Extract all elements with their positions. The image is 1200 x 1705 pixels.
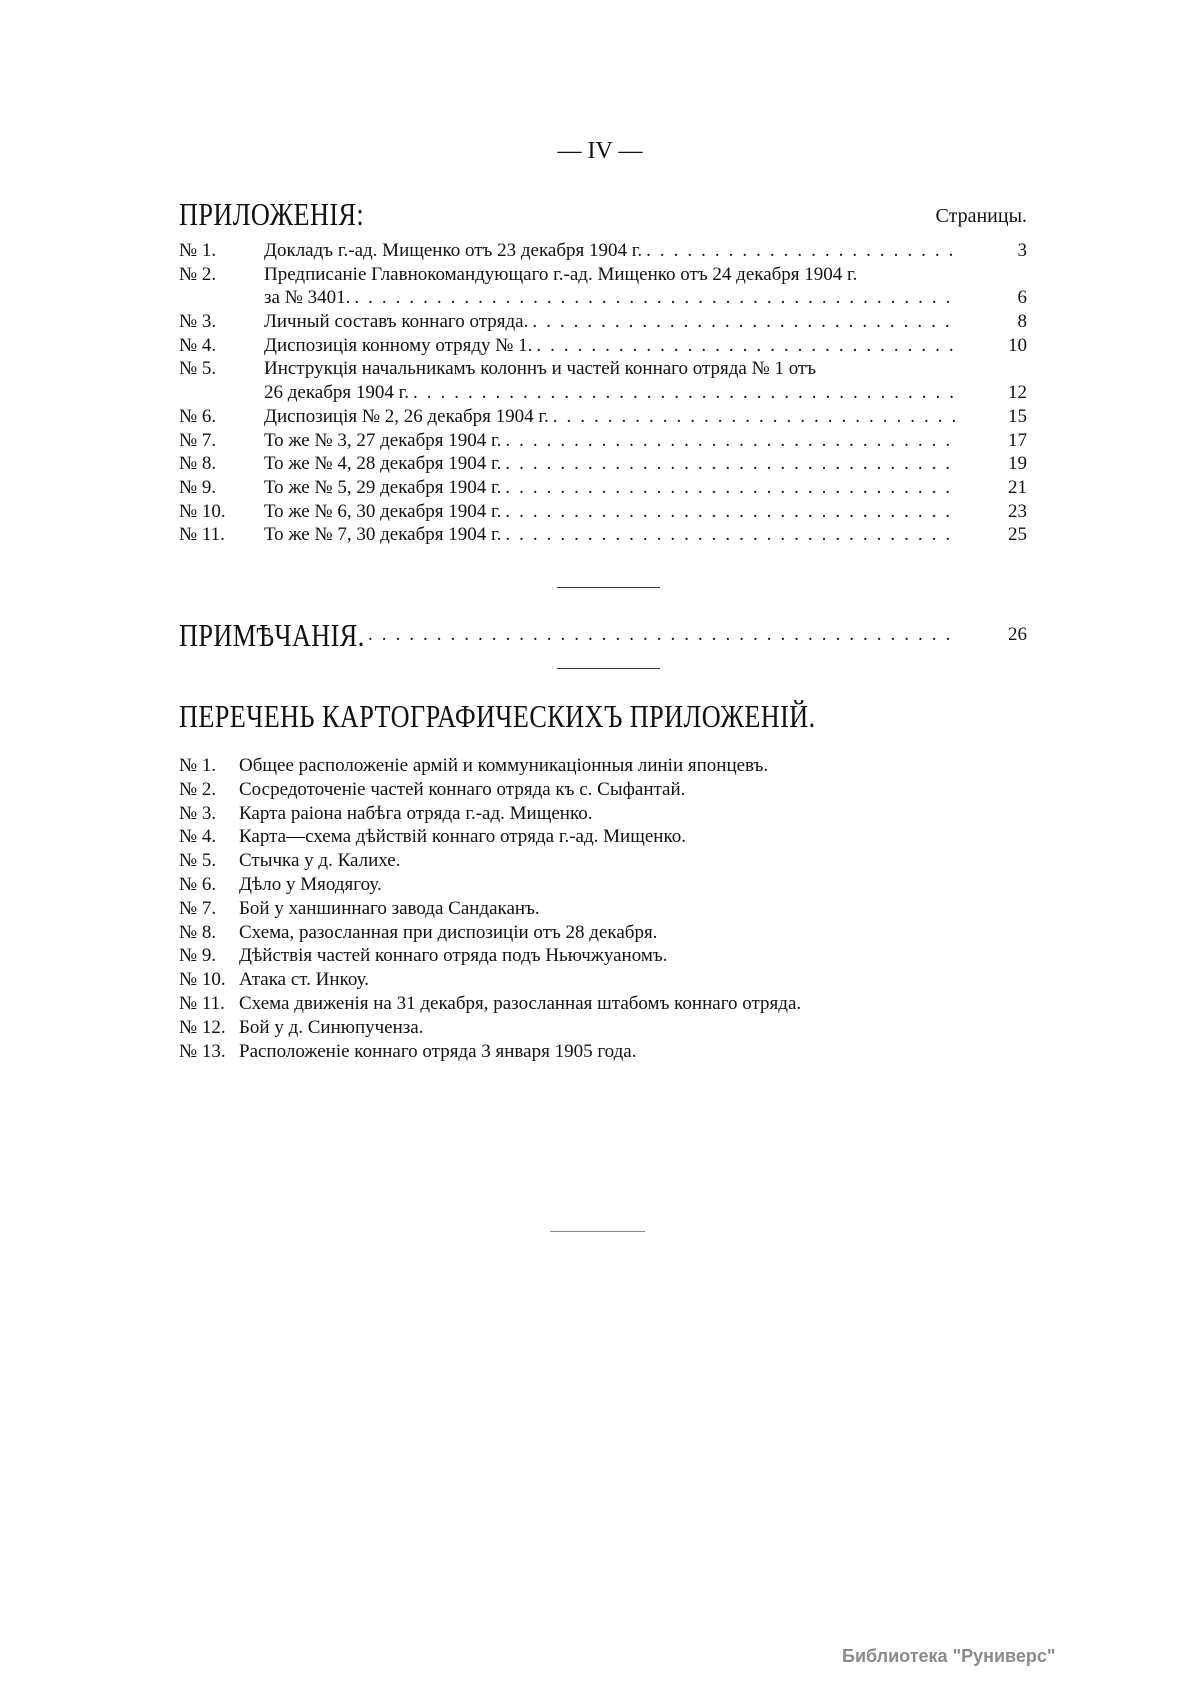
notes-heading: ПРИМѢЧАНІЯ.: [179, 618, 365, 652]
map-item: [179, 849, 801, 873]
map-number: № 4.: [179, 826, 217, 848]
map-number: № 7.: [179, 897, 217, 919]
item-page: 17: [1008, 429, 1027, 451]
appendices-heading: ПРИЛОЖЕНІЯ:: [179, 196, 365, 232]
notes-entry[interactable]: [179, 618, 1027, 652]
map-title: Сосредоточеніе частей коннаго отряда къ с. Сыфантай.: [239, 778, 686, 800]
item-number: № 1.: [179, 240, 217, 261]
item-page: 12: [1008, 382, 1027, 404]
map-title: Расположеніе коннаго отряда 3 января 1905 года.: [239, 1040, 637, 1062]
dot-leader: [409, 381, 959, 405]
dot-leader: [501, 429, 959, 453]
dot-leader: [364, 618, 959, 652]
map-item: [179, 921, 801, 945]
dot-leader: [501, 523, 959, 547]
toc-row[interactable]: [179, 239, 1027, 263]
toc-row[interactable]: [179, 263, 1027, 287]
map-item: [179, 968, 801, 992]
dot-leader: [532, 334, 959, 358]
divider: [557, 587, 660, 588]
item-page: 8: [1017, 311, 1027, 333]
item-page: 25: [1008, 524, 1027, 546]
toc-row[interactable]: [179, 405, 1027, 429]
map-item: [179, 873, 801, 897]
item-number: № 2.: [179, 263, 217, 285]
map-title: Дѣло у Мяодягоу.: [239, 873, 382, 895]
item-title: То же № 3, 27 декабря 1904 г.: [264, 429, 502, 451]
toc-row[interactable]: [179, 334, 1027, 358]
map-title: Бой у ханшиннаго завода Сандаканъ.: [239, 897, 540, 919]
maps-heading: ПЕРЕЧЕНЬ КАРТОГРАФИЧЕСКИХЪ ПРИЛОЖЕНІЙ.: [179, 698, 816, 734]
item-number: № 11.: [179, 524, 225, 546]
map-item: [179, 1040, 801, 1064]
pages-column-label: Страницы.: [935, 205, 1027, 227]
map-item: [179, 802, 801, 826]
map-title: Стычка у д. Калихе.: [239, 850, 401, 872]
divider: [557, 668, 660, 669]
map-title: Схема движенія на 31 декабря, разосланная штабомъ коннаго отряда.: [239, 992, 802, 1014]
item-number: [179, 286, 264, 310]
dot-leader: [642, 239, 959, 263]
item-number: № 3.: [179, 311, 217, 333]
toc-row[interactable]: [179, 452, 1027, 476]
appendices-list: [179, 239, 1027, 547]
map-number: № 6.: [179, 873, 217, 895]
dot-leader: [350, 286, 959, 310]
map-number: № 3.: [179, 802, 217, 824]
item-page: 23: [1008, 500, 1027, 522]
item-number: № 10.: [179, 500, 226, 522]
toc-row[interactable]: [179, 286, 1027, 310]
item-page: 19: [1008, 453, 1027, 475]
map-item: [179, 897, 801, 921]
divider: [550, 1231, 645, 1232]
item-number: № 7.: [179, 429, 217, 451]
library-watermark: Библиотека "Руниверс": [842, 1646, 1056, 1666]
item-title: Диспозиція конному отряду № 1.: [264, 334, 533, 356]
map-title: Карта раіона набѣга отряда г.-ад. Мищенко.: [239, 802, 593, 824]
dot-leader: [501, 500, 959, 524]
item-title: 26 декабря 1904 г.: [264, 382, 410, 404]
map-title: Дѣйствія частей коннаго отряда подъ Ньючжуаномъ.: [239, 945, 668, 967]
map-title: Схема, разосланная при диспозиціи отъ 28 декабря.: [239, 921, 658, 943]
item-title: То же № 6, 30 декабря 1904 г.: [264, 500, 502, 522]
map-item: [179, 1016, 801, 1040]
map-number: № 10.: [179, 969, 226, 991]
item-page: 3: [1017, 240, 1027, 261]
item-title: Диспозиція № 2, 26 декабря 1904 г.: [264, 405, 549, 427]
dot-leader: [501, 452, 959, 476]
item-title: Предписаніе Главнокомандующаго г.-ад. Мищенко отъ 24 декабря 1904 г.: [264, 263, 858, 285]
map-item: [179, 825, 801, 849]
dot-leader: [501, 476, 959, 500]
item-title: Личный составъ коннаго отряда.: [264, 311, 529, 333]
map-number: № 12.: [179, 1016, 226, 1038]
item-page: 15: [1008, 405, 1027, 427]
item-title: То же № 7, 30 декабря 1904 г.: [264, 524, 502, 546]
map-title: Карта—схема дѣйствій коннаго отряда г.-ад. Мищенко.: [239, 826, 686, 848]
item-number: № 8.: [179, 453, 217, 475]
toc-row[interactable]: [179, 476, 1027, 500]
map-title: Общее расположеніе армій и коммуникаціонныя линіи японцевъ.: [239, 755, 769, 776]
map-number: № 9.: [179, 945, 217, 967]
toc-row[interactable]: [179, 381, 1027, 405]
item-title: Докладъ г.-ад. Мищенко отъ 23 декабря 1904 г.: [264, 240, 643, 261]
dot-leader: [528, 310, 959, 334]
toc-row[interactable]: [179, 357, 1027, 381]
item-page: 6: [1017, 287, 1027, 309]
toc-row[interactable]: [179, 429, 1027, 453]
item-number: № 9.: [179, 476, 217, 498]
page-number: — IV —: [557, 138, 643, 164]
map-number: № 1.: [179, 755, 217, 776]
map-item: [179, 992, 801, 1016]
maps-list: [179, 754, 801, 1063]
map-number: № 2.: [179, 778, 217, 800]
map-number: № 13.: [179, 1040, 226, 1062]
toc-row[interactable]: [179, 523, 1027, 547]
map-item: [179, 754, 801, 778]
map-title: Атака ст. Инкоу.: [239, 969, 369, 991]
item-number: № 6.: [179, 405, 217, 427]
item-page: 21: [1008, 476, 1027, 498]
toc-row[interactable]: [179, 310, 1027, 334]
item-number: [179, 381, 264, 405]
item-title: То же № 5, 29 декабря 1904 г.: [264, 476, 502, 498]
item-page: [987, 263, 1027, 287]
dot-leader: [549, 405, 959, 429]
item-number: № 4.: [179, 334, 217, 356]
item-page: [987, 357, 1027, 381]
toc-row[interactable]: [179, 500, 1027, 524]
item-number: № 5.: [179, 358, 217, 380]
map-item: [179, 778, 801, 802]
item-title: То же № 4, 28 декабря 1904 г.: [264, 453, 502, 475]
map-item: [179, 944, 801, 968]
item-title: за № 3401.: [264, 287, 351, 309]
item-title: Инструкція начальникамъ колоннъ и частей коннаго отряда № 1 отъ: [264, 358, 817, 380]
map-number: № 8.: [179, 921, 217, 943]
item-page: 10: [1008, 334, 1027, 356]
notes-page: 26: [1008, 624, 1027, 645]
map-number: № 11.: [179, 992, 225, 1014]
map-number: № 5.: [179, 850, 217, 872]
map-title: Бой у д. Синюпученза.: [239, 1016, 424, 1038]
